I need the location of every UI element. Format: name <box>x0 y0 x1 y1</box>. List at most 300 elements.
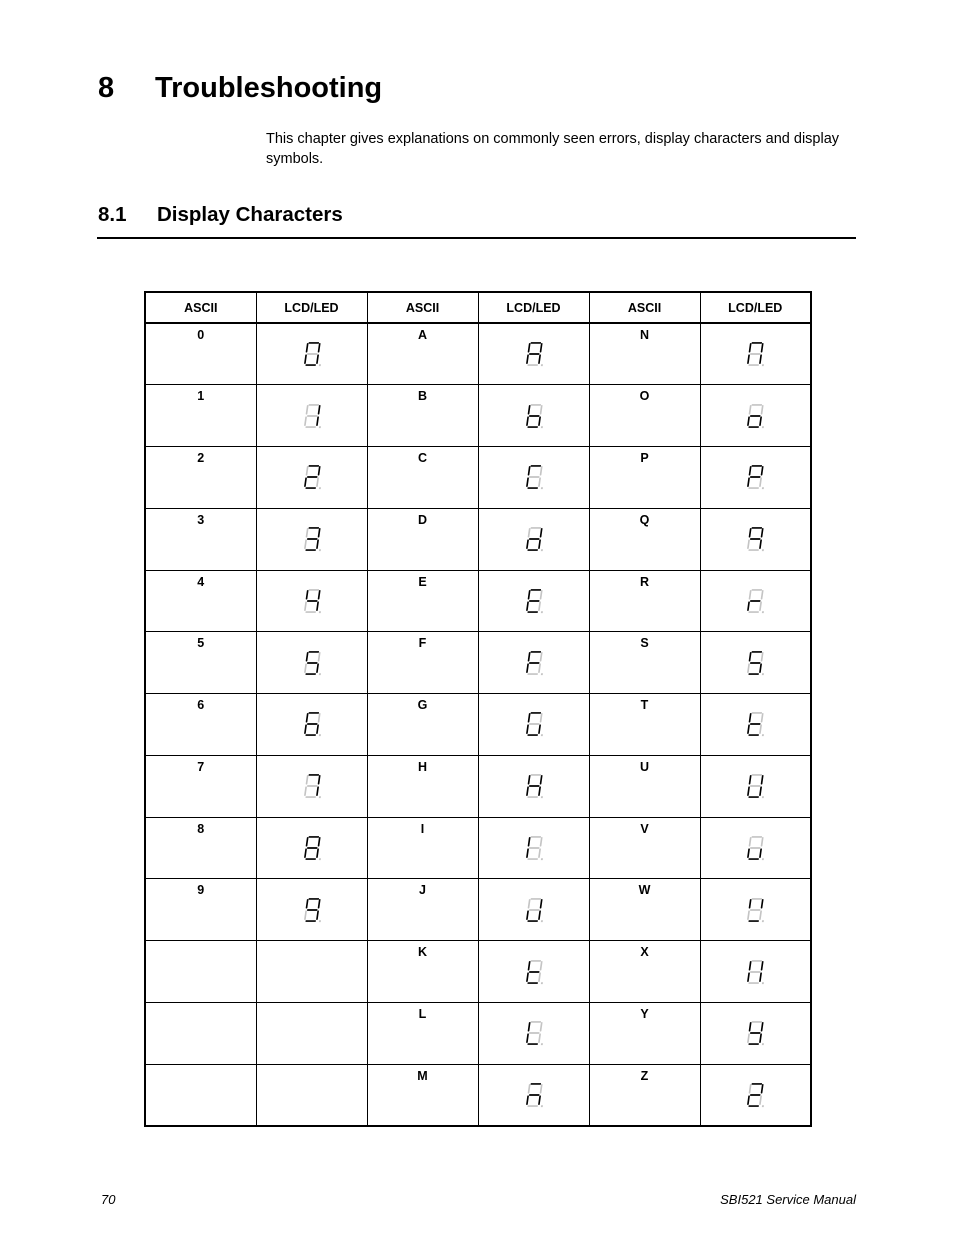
segment-e <box>526 601 529 610</box>
segment-b <box>539 405 542 414</box>
lcd-led-cell <box>256 879 367 941</box>
segment-dp <box>540 426 542 428</box>
segment-g <box>306 477 317 479</box>
segment-d <box>527 982 538 984</box>
segment-d <box>305 426 316 428</box>
segment-f <box>749 714 752 723</box>
table-header-row <box>145 292 811 323</box>
segment-f <box>749 899 752 908</box>
segment-f <box>527 343 530 352</box>
seven-segment-glyph <box>743 463 767 491</box>
segment-c <box>538 972 541 981</box>
segment-b <box>761 1084 764 1093</box>
header-lcd-led-2: LCD/LED <box>478 292 589 323</box>
segment-f <box>749 1084 752 1093</box>
segment-a <box>752 960 763 962</box>
segment-b <box>761 528 764 537</box>
segment-c <box>759 787 762 796</box>
table-row <box>145 570 811 632</box>
segment-e <box>747 849 750 858</box>
segment-f <box>305 405 308 414</box>
segment-a <box>308 898 319 900</box>
segment-f <box>527 1022 530 1031</box>
segment-e <box>304 725 307 734</box>
chapter-title <box>98 72 382 105</box>
segment-f <box>527 775 530 784</box>
ascii-cell: 3 <box>145 508 256 570</box>
table-row <box>145 694 811 756</box>
ascii-cell: J <box>367 879 478 941</box>
ascii-cell: Y <box>589 1002 700 1064</box>
segment-a <box>308 589 319 591</box>
segment-a <box>752 713 763 715</box>
segment-d <box>305 549 316 551</box>
segment-e <box>526 972 529 981</box>
segment-e <box>747 601 750 610</box>
segment-c <box>759 540 762 549</box>
ascii-cell: Z <box>589 1064 700 1126</box>
segment-dp <box>540 611 542 613</box>
segment-d <box>527 920 538 922</box>
seven-segment-glyph <box>522 1081 546 1109</box>
segment-b <box>317 714 320 723</box>
segment-f <box>749 837 752 846</box>
segment-a <box>530 898 541 900</box>
segment-c <box>759 725 762 734</box>
segment-dp <box>762 611 764 613</box>
segment-f <box>749 405 752 414</box>
segment-e <box>526 416 529 425</box>
segment-b <box>317 652 320 661</box>
segment-e <box>304 663 307 672</box>
ascii-cell: 1 <box>145 385 256 447</box>
ascii-cell: D <box>367 508 478 570</box>
section-number: 8.1 <box>98 203 127 226</box>
segment-c <box>538 1034 541 1043</box>
segment-d <box>749 673 760 675</box>
seven-segment-glyph <box>522 463 546 491</box>
segment-g <box>306 785 317 787</box>
segment-g <box>750 909 761 911</box>
segment-d <box>749 735 760 737</box>
header-ascii-2: ASCII <box>367 292 478 323</box>
segment-c <box>316 725 319 734</box>
segment-f <box>527 590 530 599</box>
header-lcd-led-3: LCD/LED <box>700 292 811 323</box>
segment-f <box>305 467 308 476</box>
segment-e <box>747 478 750 487</box>
segment-dp <box>540 673 542 675</box>
ascii-cell: 4 <box>145 570 256 632</box>
ascii-cell <box>145 1002 256 1064</box>
segment-a <box>752 1021 763 1023</box>
segment-g <box>528 909 539 911</box>
segment-c <box>538 601 541 610</box>
lcd-led-cell <box>478 385 589 447</box>
segment-a <box>530 404 541 406</box>
segment-g <box>750 538 761 540</box>
lcd-led-cell <box>478 879 589 941</box>
segment-a <box>308 713 319 715</box>
seven-segment-glyph <box>743 402 767 430</box>
segment-c <box>316 478 319 487</box>
segment-dp <box>540 858 542 860</box>
segment-e <box>304 849 307 858</box>
table-row <box>145 755 811 817</box>
segment-dp <box>540 982 542 984</box>
segment-c <box>316 601 319 610</box>
section-title-text: Display Characters <box>157 203 343 226</box>
segment-e <box>526 787 529 796</box>
segment-d <box>305 673 316 675</box>
lcd-led-cell <box>700 632 811 694</box>
ascii-cell: 6 <box>145 694 256 756</box>
header-ascii-1: ASCII <box>145 292 256 323</box>
segment-e <box>747 725 750 734</box>
table-row <box>145 632 811 694</box>
table-row <box>145 817 811 879</box>
segment-g <box>750 353 761 355</box>
segment-b <box>539 961 542 970</box>
segment-g <box>528 477 539 479</box>
segment-g <box>528 1032 539 1034</box>
segment-a <box>752 465 763 467</box>
segment-g <box>528 353 539 355</box>
segment-a <box>308 836 319 838</box>
segment-dp <box>318 735 320 737</box>
segment-e <box>304 478 307 487</box>
segment-f <box>305 714 308 723</box>
segment-dp <box>762 1044 764 1046</box>
segment-b <box>761 405 764 414</box>
segment-d <box>749 920 760 922</box>
lcd-led-cell <box>256 385 367 447</box>
segment-b <box>539 714 542 723</box>
segment-g <box>750 785 761 787</box>
segment-b <box>539 775 542 784</box>
ascii-cell: M <box>367 1064 478 1126</box>
segment-c <box>759 601 762 610</box>
lcd-led-cell <box>478 817 589 879</box>
segment-b <box>539 343 542 352</box>
segment-e <box>747 355 750 364</box>
segment-g <box>306 353 317 355</box>
segment-dp <box>540 920 542 922</box>
ascii-cell <box>145 941 256 1003</box>
ascii-cell: B <box>367 385 478 447</box>
seven-segment-glyph <box>300 710 324 738</box>
segment-dp <box>540 488 542 490</box>
segment-d <box>749 1105 760 1107</box>
seven-segment-glyph <box>522 834 546 862</box>
segment-d <box>305 797 316 799</box>
lcd-led-cell <box>700 385 811 447</box>
segment-b <box>761 837 764 846</box>
seven-segment-glyph <box>743 587 767 615</box>
segment-g <box>528 600 539 602</box>
segment-g <box>750 847 761 849</box>
segment-c <box>316 355 319 364</box>
intro-paragraph: This chapter gives explanations on commonly seen errors, display characters and display symbols. <box>266 131 840 167</box>
lcd-led-cell <box>256 632 367 694</box>
ascii-cell: F <box>367 632 478 694</box>
segment-d <box>527 426 538 428</box>
lcd-led-cell <box>256 694 367 756</box>
seven-segment-glyph <box>522 896 546 924</box>
ascii-cell: K <box>367 941 478 1003</box>
ascii-cell: 2 <box>145 447 256 509</box>
segment-d <box>527 364 538 366</box>
segment-g <box>750 477 761 479</box>
table-row <box>145 1064 811 1126</box>
segment-c <box>759 663 762 672</box>
seven-segment-glyph <box>743 1019 767 1047</box>
segment-dp <box>540 797 542 799</box>
segment-a <box>530 836 541 838</box>
segment-d <box>749 426 760 428</box>
segment-b <box>539 1084 542 1093</box>
segment-c <box>316 849 319 858</box>
segment-e <box>747 416 750 425</box>
segment-g <box>306 415 317 417</box>
lcd-led-cell <box>478 632 589 694</box>
segment-e <box>304 416 307 425</box>
segment-e <box>526 1095 529 1104</box>
segment-f <box>527 528 530 537</box>
ascii-cell: X <box>589 941 700 1003</box>
segment-e <box>526 478 529 487</box>
segment-d <box>527 673 538 675</box>
segment-c <box>759 355 762 364</box>
segment-c <box>538 725 541 734</box>
segment-a <box>530 1083 541 1085</box>
segment-e <box>304 787 307 796</box>
segment-b <box>317 343 320 352</box>
lcd-led-cell <box>256 323 367 385</box>
segment-dp <box>318 488 320 490</box>
segment-b <box>761 467 764 476</box>
segment-c <box>316 787 319 796</box>
segment-b <box>539 652 542 661</box>
lcd-led-cell <box>700 755 811 817</box>
segment-d <box>527 488 538 490</box>
section-title <box>98 203 343 227</box>
segment-a <box>530 774 541 776</box>
segment-d <box>305 364 316 366</box>
segment-b <box>539 528 542 537</box>
lcd-led-cell <box>478 447 589 509</box>
segment-b <box>761 652 764 661</box>
segment-g <box>306 538 317 540</box>
segment-d <box>749 549 760 551</box>
section-divider <box>97 237 856 239</box>
seven-segment-glyph <box>743 525 767 553</box>
segment-d <box>527 1044 538 1046</box>
segment-d <box>749 858 760 860</box>
seven-segment-glyph <box>522 772 546 800</box>
seven-segment-glyph <box>522 340 546 368</box>
segment-e <box>526 1034 529 1043</box>
segment-c <box>538 355 541 364</box>
segment-d <box>749 364 760 366</box>
segment-b <box>317 899 320 908</box>
segment-dp <box>318 858 320 860</box>
segment-f <box>749 775 752 784</box>
segment-e <box>526 540 529 549</box>
table-row <box>145 1002 811 1064</box>
segment-f <box>305 837 308 846</box>
segment-b <box>761 590 764 599</box>
page-number: 70 <box>101 1192 116 1207</box>
segment-f <box>305 528 308 537</box>
lcd-led-cell <box>256 447 367 509</box>
segment-dp <box>540 549 542 551</box>
ascii-cell: 8 <box>145 817 256 879</box>
ascii-cell: 0 <box>145 323 256 385</box>
ascii-cell: P <box>589 447 700 509</box>
table-row <box>145 879 811 941</box>
segment-g <box>528 415 539 417</box>
segment-b <box>317 590 320 599</box>
seven-segment-glyph <box>300 587 324 615</box>
segment-c <box>759 972 762 981</box>
lcd-led-cell <box>700 508 811 570</box>
segment-dp <box>762 920 764 922</box>
segment-c <box>759 1095 762 1104</box>
segment-e <box>747 663 750 672</box>
segment-a <box>752 342 763 344</box>
segment-e <box>304 540 307 549</box>
segment-a <box>530 960 541 962</box>
segment-f <box>749 467 752 476</box>
segment-c <box>316 540 319 549</box>
segment-d <box>305 611 316 613</box>
ascii-cell: 5 <box>145 632 256 694</box>
segment-a <box>752 1083 763 1085</box>
segment-f <box>305 590 308 599</box>
segment-b <box>761 775 764 784</box>
segment-g <box>528 785 539 787</box>
segment-d <box>527 858 538 860</box>
segment-e <box>747 972 750 981</box>
segment-e <box>304 601 307 610</box>
segment-c <box>538 416 541 425</box>
seven-segment-glyph <box>522 710 546 738</box>
ascii-cell: I <box>367 817 478 879</box>
lcd-led-cell <box>478 323 589 385</box>
segment-dp <box>762 364 764 366</box>
seven-segment-glyph <box>300 463 324 491</box>
segment-a <box>530 527 541 529</box>
segment-g <box>750 1032 761 1034</box>
seven-segment-glyph <box>522 525 546 553</box>
lcd-led-cell <box>256 755 367 817</box>
segment-d <box>527 1105 538 1107</box>
segment-dp <box>318 549 320 551</box>
segment-d <box>527 611 538 613</box>
lcd-led-cell <box>256 508 367 570</box>
segment-f <box>749 590 752 599</box>
segment-dp <box>762 673 764 675</box>
seven-segment-glyph <box>300 834 324 862</box>
ascii-cell: A <box>367 323 478 385</box>
segment-dp <box>762 549 764 551</box>
segment-c <box>538 787 541 796</box>
segment-b <box>539 590 542 599</box>
segment-d <box>527 735 538 737</box>
segment-a <box>752 836 763 838</box>
segment-c <box>759 416 762 425</box>
segment-c <box>538 910 541 919</box>
segment-f <box>527 714 530 723</box>
segment-b <box>539 467 542 476</box>
segment-d <box>749 982 760 984</box>
seven-segment-glyph <box>522 958 546 986</box>
segment-dp <box>762 858 764 860</box>
segment-dp <box>762 797 764 799</box>
segment-b <box>761 1022 764 1031</box>
ascii-cell: V <box>589 817 700 879</box>
lcd-led-cell <box>478 570 589 632</box>
segment-b <box>317 837 320 846</box>
segment-a <box>752 651 763 653</box>
segment-a <box>308 404 319 406</box>
segment-dp <box>762 735 764 737</box>
segment-g <box>528 662 539 664</box>
segment-a <box>308 465 319 467</box>
seven-segment-glyph <box>300 772 324 800</box>
segment-g <box>750 1094 761 1096</box>
segment-f <box>305 775 308 784</box>
segment-c <box>538 663 541 672</box>
segment-dp <box>318 364 320 366</box>
segment-f <box>749 961 752 970</box>
segment-g <box>528 847 539 849</box>
segment-b <box>761 343 764 352</box>
lcd-led-cell <box>256 1002 367 1064</box>
segment-dp <box>762 488 764 490</box>
segment-a <box>530 589 541 591</box>
segment-dp <box>318 920 320 922</box>
ascii-cell: N <box>589 323 700 385</box>
segment-e <box>304 355 307 364</box>
segment-dp <box>540 1105 542 1107</box>
segment-c <box>316 416 319 425</box>
ascii-cell: 9 <box>145 879 256 941</box>
ascii-cell: Q <box>589 508 700 570</box>
segment-a <box>752 589 763 591</box>
table-row <box>145 323 811 385</box>
lcd-led-cell <box>256 1064 367 1126</box>
segment-b <box>317 467 320 476</box>
seven-segment-glyph <box>743 772 767 800</box>
segment-b <box>317 775 320 784</box>
seven-segment-glyph <box>743 710 767 738</box>
segment-g <box>750 724 761 726</box>
segment-c <box>759 910 762 919</box>
seven-segment-glyph <box>300 649 324 677</box>
segment-d <box>749 488 760 490</box>
segment-d <box>749 797 760 799</box>
segment-c <box>759 849 762 858</box>
lcd-led-cell <box>700 817 811 879</box>
ascii-cell: U <box>589 755 700 817</box>
segment-dp <box>762 426 764 428</box>
segment-c <box>759 478 762 487</box>
segment-e <box>526 725 529 734</box>
seven-segment-glyph <box>300 896 324 924</box>
segment-f <box>305 343 308 352</box>
